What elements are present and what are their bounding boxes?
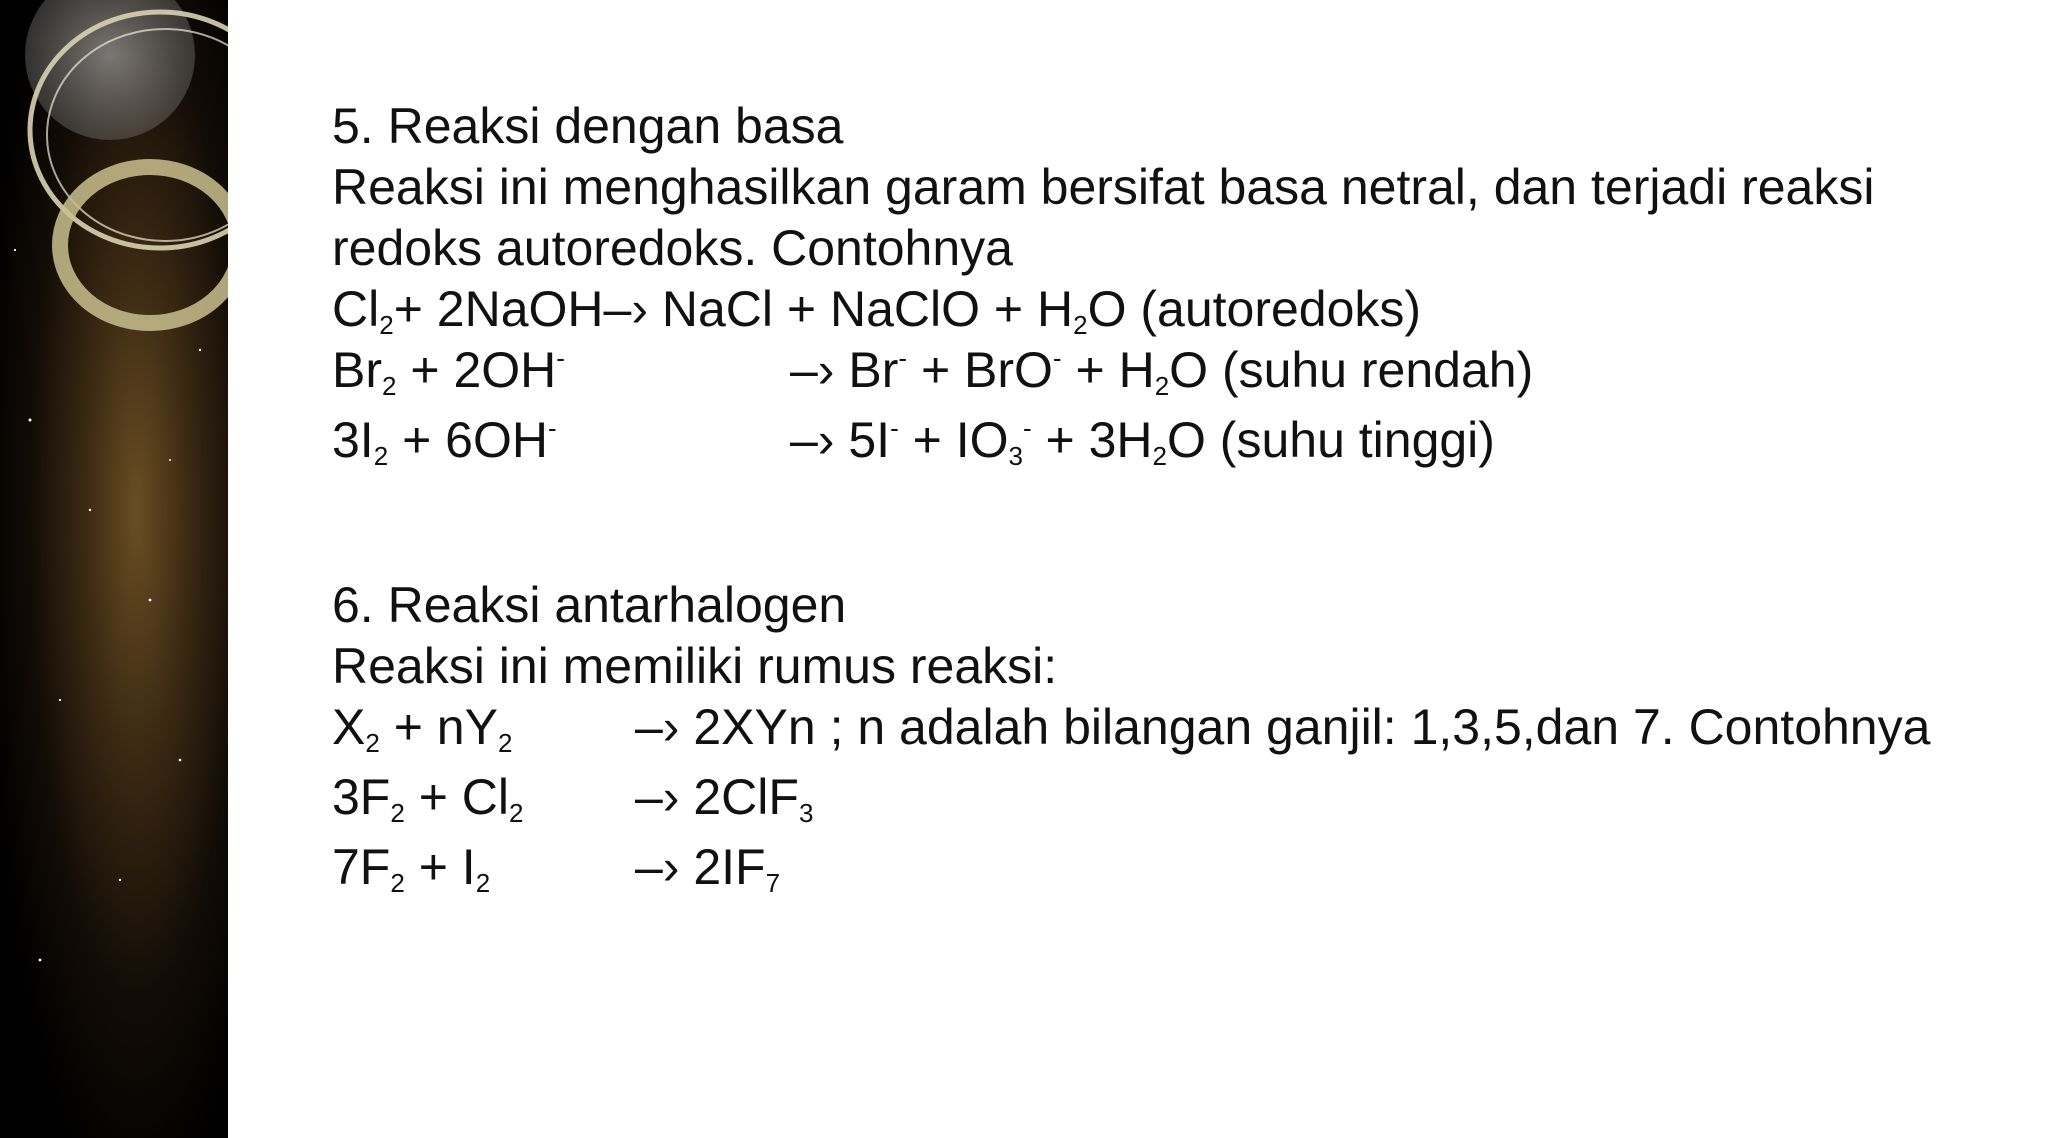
section5-heading: 5. Reaksi dengan basa (332, 98, 844, 154)
section6-equation-3: $7F_2 + I_2$ –› $2IF_7$ (332, 839, 781, 898)
section5-equation-3: $3I_2 + 6OH^-$ –› $5I^- + IO_3^- + 3H_2O$ (suhu tinggi) (332, 412, 1495, 471)
reaction-arrow: –› (790, 412, 835, 468)
section6-equation-2: $3F_2 + Cl_2$ –› 2ClF$_3$ (332, 769, 814, 828)
ring-ornament (0, 0, 228, 1138)
section5-equation-1: $Cl_2+$ 2NaOH–› NaCl + NaClO + $H_2O$ (autoredoks) (332, 281, 1422, 340)
section5-description: Reaksi ini menghasilkan garam bersifat basa netral, dan terjadi reaksi redoks autoredoks. Contohnya (332, 159, 1875, 276)
section6-heading: 6. Reaksi antarhalogen (332, 577, 847, 633)
reaction-arrow: –› (790, 342, 835, 398)
reaction-arrow: –› (635, 699, 680, 755)
reaction-arrow: –› (635, 839, 680, 895)
section-spacer (332, 480, 2032, 575)
section5-equation-2: $Br_2 + 2OH^-$ –› $Br^- + BrO^- + H_2O$ (suhu rendah) (332, 342, 1534, 401)
reaction-arrow: –› (603, 281, 648, 337)
decorative-sidebar (0, 0, 228, 1138)
reaction-arrow: –› (635, 769, 680, 825)
section6-equation-1: $X_2 + nY_2$ –› 2XYn ; n adalah bilangan ganjil: 1,3,5,dan 7. Contohnya (332, 699, 1931, 758)
slide-content (332, 96, 2032, 907)
section6-description: Reaksi ini memiliki rumus reaksi: (332, 638, 1058, 694)
